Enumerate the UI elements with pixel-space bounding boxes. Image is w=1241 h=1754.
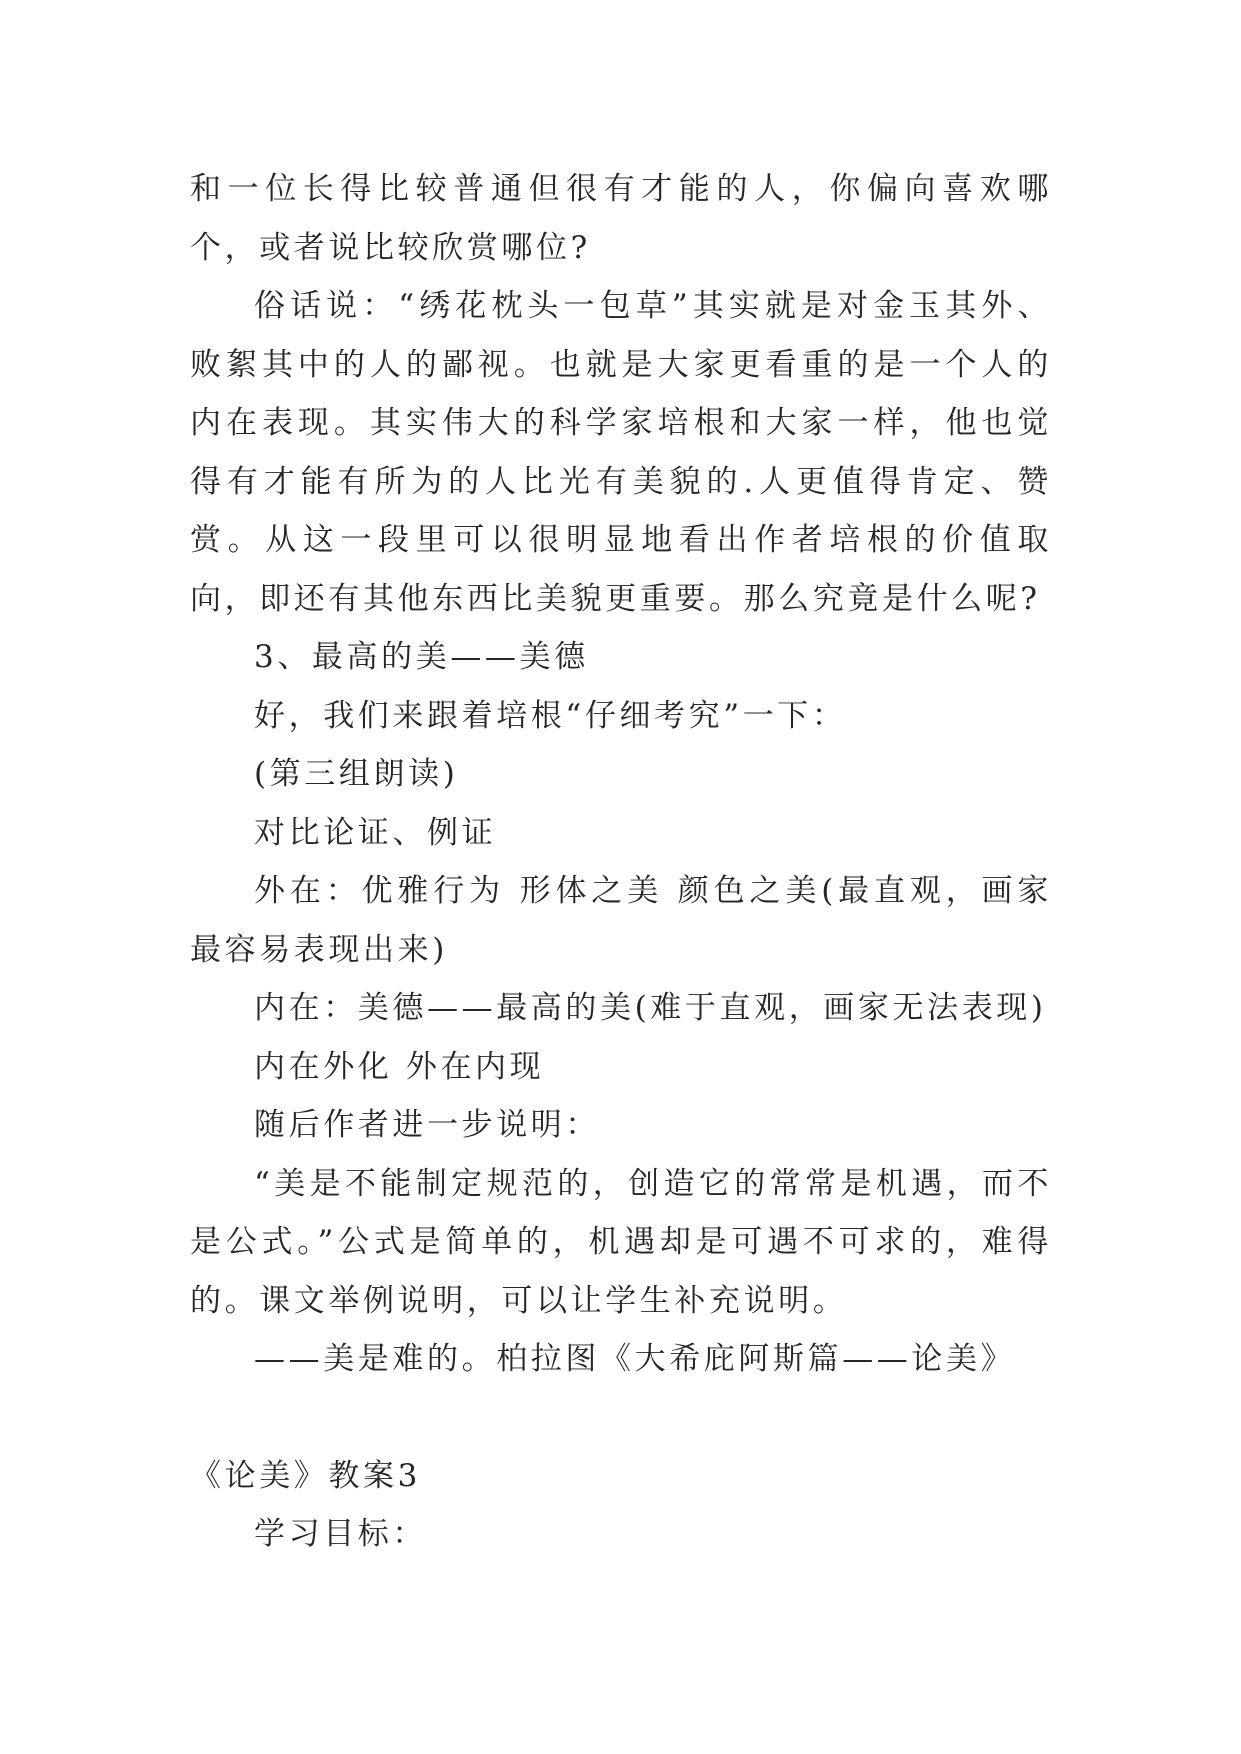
paragraph-9: 内在外化 外在内现 — [254, 1048, 545, 1085]
paragraph-6: 对比论证、例证 — [254, 814, 497, 851]
paragraph-4: 好，我们来跟着培根“仔细考究”一下： — [254, 697, 847, 734]
paragraph-7: 外在：优雅行为 形体之美 颜色之美(最直观，画家最容易表现出来) — [190, 873, 1052, 968]
section-title: 《论美》教案3 — [190, 1457, 421, 1494]
paragraph-5: (第三组朗读) — [254, 756, 459, 792]
document-body — [190, 160, 1052, 1564]
paragraph-12: ——美是难的。柏拉图《大希庇阿斯篇——论美》 — [254, 1341, 1016, 1377]
paragraph-2: 俗话说：“绣花枕头一包草”其实就是对金玉其外、败絮其中的人的鄙视。也就是大家更看重的是一个人的内在表现。其实伟大的科学家培根和大家一样，他也觉得有才能有所为的人比光有美貌的.人更值得肯定、赞赏。从这一段里可以很明显地看出作者培根的价值取向，即还有其他东西比美貌更重要。那么究竟是什么呢? — [190, 288, 1052, 617]
section-spacer — [190, 1389, 1052, 1447]
paragraph-8: 内在：美德——最高的美(难于直观，画家无法表现) — [254, 990, 1047, 1026]
learning-objectives-label: 学习目标： — [254, 1516, 427, 1552]
paragraph-11: “美是不能制定规范的，创造它的常常是机遇，而不是公式。”公式是简单的，机遇却是可遇不可求的，难得的。课文举例说明，可以让学生补充说明。 — [190, 1165, 1052, 1319]
paragraph-10: 随后作者进一步说明： — [254, 1107, 600, 1143]
paragraph-3: 3、最高的美——美德 — [254, 639, 589, 675]
paragraph-1: 和一位长得比较普通但很有才能的人，你偏向喜欢哪个，或者说比较欣赏哪位? — [190, 171, 1052, 266]
